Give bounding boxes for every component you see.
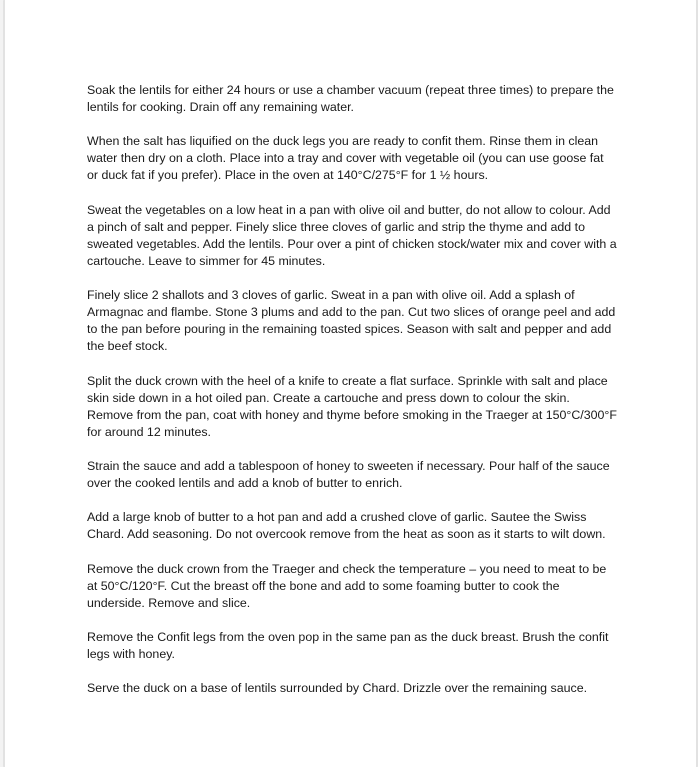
paragraph-confit-legs: When the salt has liquified on the duck legs you are ready to confit them. Rinse them in clean water then dry on a cloth. Place into a tray and cover with vegetable oil (you can use goose fat or duck fat if you prefer). Place in the oven at 140°C/275°F for 1 ½ hours. — [87, 134, 604, 183]
document-body — [87, 82, 617, 714]
paragraph-soak-lentils: Soak the lentils for either 24 hours or use a chamber vacuum (repeat three times) to prepare the lentils for cooking. Drain off any remaining water. — [87, 83, 614, 115]
paragraph-sauce: Finely slice 2 shallots and 3 cloves of garlic. Sweat in a pan with olive oil. Add a splash of Armagnac and flambe. Stone 3 plums and add to the pan. Cut two slices of orange peel and add to the pan before pouring in the remaining toasted spices. Season with salt and pepper and add the beef stock. — [87, 288, 616, 354]
paragraph-sweat-vegetables: Sweat the vegetables on a low heat in a pan with olive oil and butter, do not allow to colour. Add a pinch of salt and pepper. Finely slice three cloves of garlic and strip the thyme and add to sweated vegetables. Add the lentils. Pour over a pint of chicken stock/water mix and cover with a cartouche. Leave to simmer for 45 minutes. — [87, 202, 617, 268]
document-page — [4, 0, 697, 767]
paragraph-confit-honey: Remove the Confit legs from the oven pop in the same pan as the duck breast. Brush the confit legs with honey. — [87, 630, 609, 662]
paragraph-strain-sauce: Strain the sauce and add a tablespoon of honey to sweeten if necessary. Pour half of the sauce over the cooked lentils and add a knob of butter to enrich. — [87, 459, 610, 491]
paragraph-duck-crown: Split the duck crown with the heel of a knife to create a flat surface. Sprinkle with salt and place skin side down in a hot oiled pan. Create a cartouche and press down to colour the skin. Remove from the pan, coat with honey and thyme before smoking in the Traeger at 150°C/300°F for around 12 minutes. — [87, 373, 617, 439]
paragraph-check-temperature: Remove the duck crown from the Traeger and check the temperature – you need to meat to be at 50°C/120°F. Cut the breast off the bone and add to some foaming butter to cook the underside. Remove and slice. — [87, 561, 607, 610]
paragraph-serve: Serve the duck on a base of lentils surrounded by Chard. Drizzle over the remaining sauce. — [87, 681, 588, 696]
paragraph-swiss-chard: Add a large knob of butter to a hot pan and add a crushed clove of garlic. Sautee the Swiss Chard. Add seasoning. Do not overcook remove from the heat as soon as it starts to wilt down. — [87, 510, 606, 542]
